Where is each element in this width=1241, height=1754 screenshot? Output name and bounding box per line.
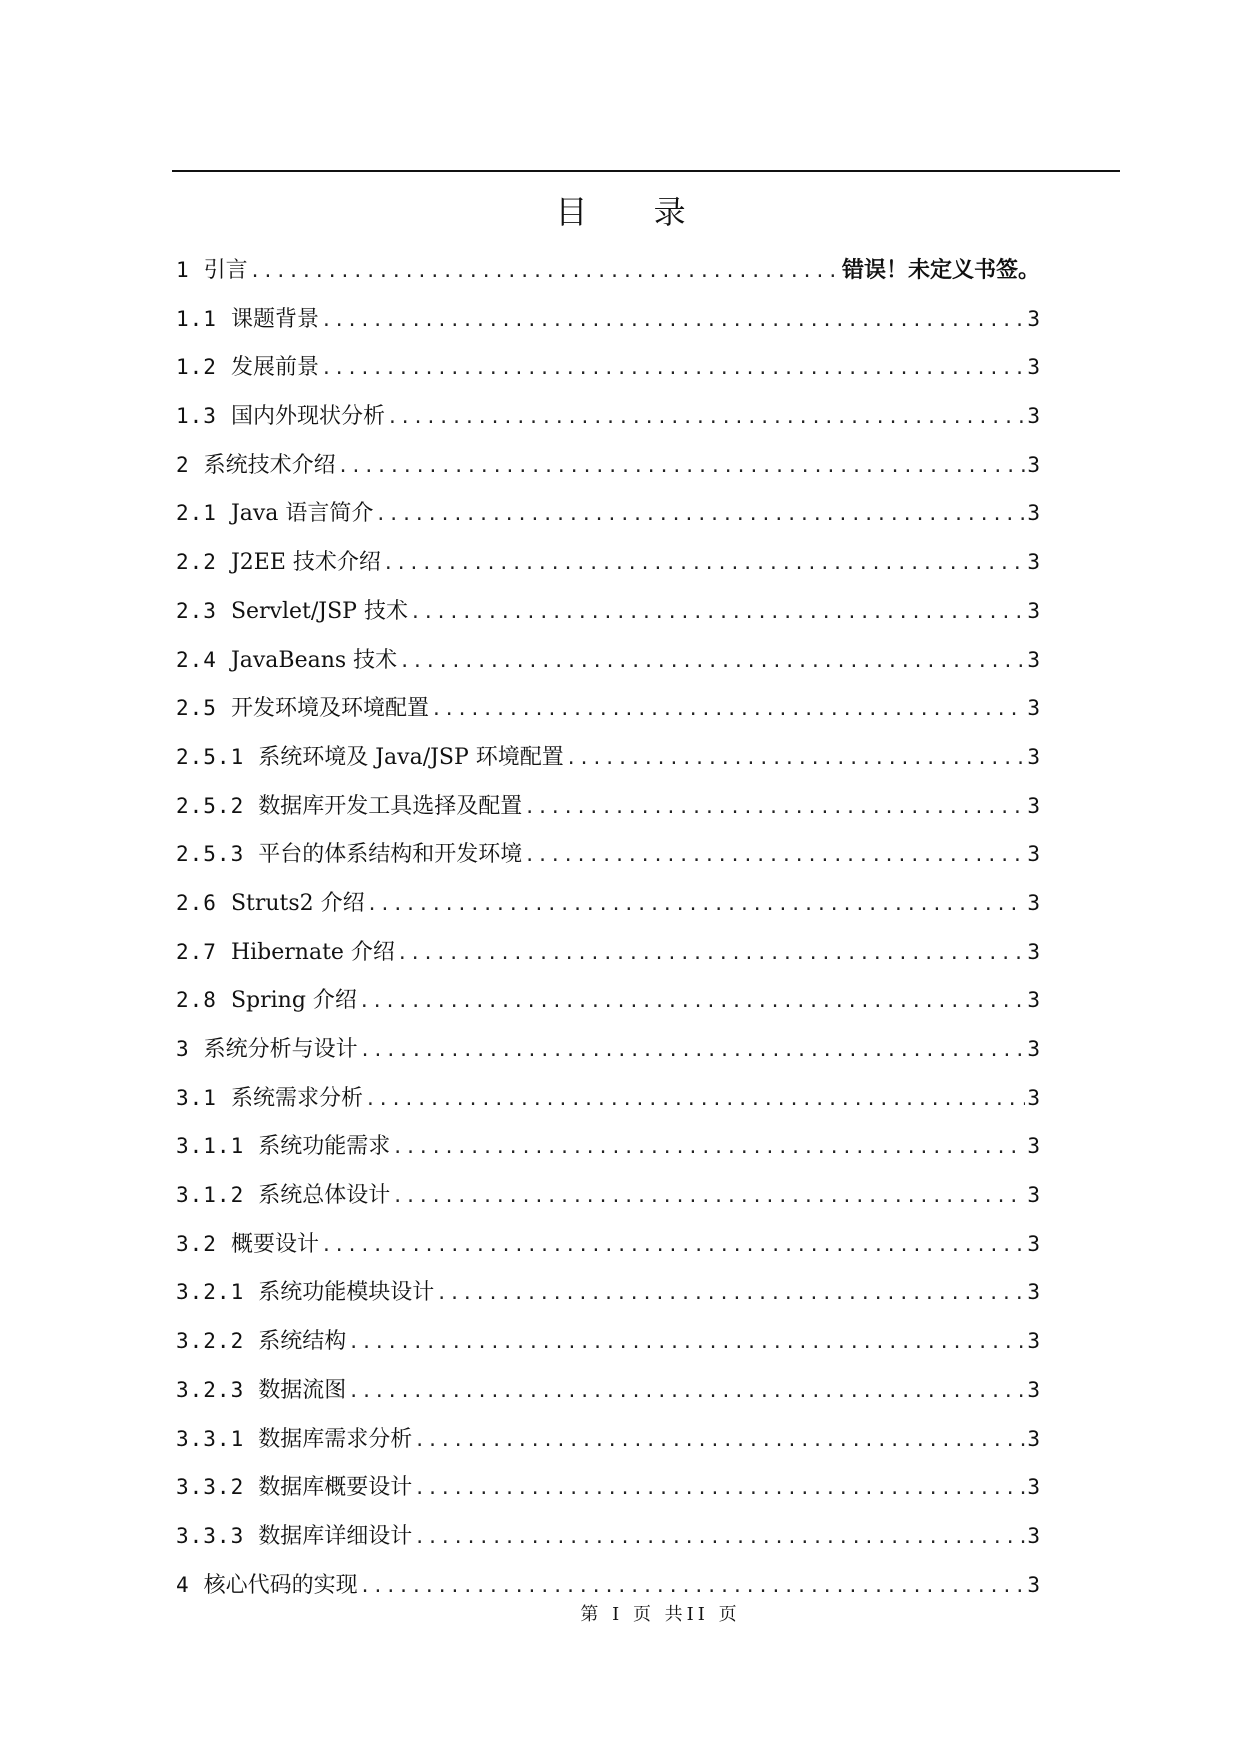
toc-entry-label <box>176 246 248 296</box>
toc-dot-leader <box>348 1368 1025 1417</box>
toc-entry[interactable] <box>176 1220 1040 1269</box>
toc-entry[interactable] <box>176 1512 1040 1561</box>
toc-dot-leader <box>524 784 1025 833</box>
toc-entry-text: 系统分析与设计 <box>203 1037 358 1062</box>
toc-entry-label <box>176 587 408 637</box>
toc-entry-number: 1.2 <box>176 355 217 380</box>
toc-entry-number: 1.1 <box>176 306 217 331</box>
toc-dot-leader <box>410 589 1025 638</box>
toc-entry[interactable] <box>176 392 1040 441</box>
toc-dot-leader <box>321 1222 1025 1271</box>
toc-page-number: 3 <box>1027 1183 1040 1208</box>
toc-entry-number: 3.1 <box>176 1085 217 1110</box>
toc-page-number: 3 <box>1027 647 1040 672</box>
toc-entry-text: Hibernate 介绍 <box>230 939 395 965</box>
toc-entry[interactable] <box>176 1268 1040 1317</box>
toc-entry[interactable] <box>176 587 1040 636</box>
toc-entry-number: 3.3.2 <box>176 1475 245 1500</box>
toc-entry-label <box>176 830 522 880</box>
toc-entry-label <box>176 782 522 832</box>
toc-entry-number: 3.2.1 <box>176 1280 245 1305</box>
toc-entry-number: 2.3 <box>176 598 217 623</box>
toc-entry-label <box>176 636 397 686</box>
toc-entry-number: 2 <box>176 452 190 477</box>
toc-entry-text: 系统功能需求 <box>258 1134 391 1160</box>
toc-entry-label <box>176 733 564 783</box>
toc-page-number: 3 <box>1027 1377 1040 1402</box>
toc-entry-label <box>176 976 357 1026</box>
toc-entry-label <box>176 1074 363 1124</box>
toc-entry-number: 2.5.3 <box>176 842 245 867</box>
toc-entry-label <box>176 538 381 588</box>
toc-dot-leader <box>414 1514 1025 1563</box>
toc-entry-number: 3.3.1 <box>176 1426 245 1451</box>
toc-list <box>176 246 1040 1609</box>
toc-entry-label <box>176 1171 390 1221</box>
toc-entry[interactable] <box>176 830 1040 879</box>
toc-page-number: 3 <box>1027 404 1040 429</box>
toc-page-number: 3 <box>1027 501 1040 526</box>
toc-entry-text: 核心代码的实现 <box>203 1572 358 1598</box>
toc-dot-leader <box>360 1027 1026 1076</box>
toc-entry-number: 2.5.1 <box>176 744 245 769</box>
toc-entry[interactable] <box>176 684 1040 733</box>
toc-entry[interactable] <box>176 782 1040 831</box>
toc-entry[interactable] <box>176 343 1040 392</box>
toc-entry-label <box>176 1463 412 1513</box>
toc-entry-text: J2EE 技术介绍 <box>230 550 381 576</box>
toc-entry-number: 2.8 <box>176 988 217 1013</box>
toc-entry-text: Spring 介绍 <box>230 988 357 1014</box>
toc-entry[interactable] <box>176 976 1040 1025</box>
toc-dot-leader <box>399 638 1025 687</box>
toc-page-number: 3 <box>1027 355 1040 380</box>
toc-entry-text: 平台的体系结构和开发环境 <box>258 842 523 868</box>
toc-entry-label <box>176 1512 412 1562</box>
toc-entry-text: 系统功能模块设计 <box>258 1280 435 1306</box>
toc-entry[interactable] <box>176 441 1040 490</box>
toc-entry-text: 系统总体设计 <box>258 1183 391 1209</box>
toc-dot-leader <box>250 248 840 297</box>
toc-entry-number: 2.2 <box>176 550 217 575</box>
toc-entry[interactable] <box>176 1415 1040 1464</box>
toc-entry-text: 数据库详细设计 <box>258 1523 413 1549</box>
toc-entry-text: 开发环境及环境配置 <box>230 696 429 722</box>
toc-entry[interactable] <box>176 928 1040 977</box>
toc-entry-label <box>176 879 365 929</box>
toc-entry-number: 2.4 <box>176 647 217 672</box>
toc-page-number: 3 <box>1027 890 1040 915</box>
toc-entry-text: 系统环境及 Java/JSP 环境配置 <box>258 744 564 770</box>
toc-entry-label <box>176 392 385 442</box>
toc-entry-label <box>176 1220 319 1270</box>
toc-entry-text: 数据流图 <box>258 1377 347 1403</box>
toc-entry[interactable] <box>176 1463 1040 1512</box>
toc-dot-leader <box>338 443 1026 492</box>
toc-entry[interactable] <box>176 1366 1040 1415</box>
toc-entry-label <box>176 684 429 734</box>
toc-page-number: 3 <box>1027 1523 1040 1548</box>
toc-entry-label <box>176 1268 434 1318</box>
toc-entry-number: 2.5.2 <box>176 793 245 818</box>
toc-page-number: 3 <box>1027 1329 1040 1354</box>
toc-entry[interactable] <box>176 538 1040 587</box>
toc-entry-number: 3.1.1 <box>176 1134 245 1159</box>
toc-entry-label <box>176 1317 346 1367</box>
toc-entry-text: Struts2 介绍 <box>230 890 365 916</box>
toc-entry-number: 3.3.3 <box>176 1523 245 1548</box>
toc-entry-label <box>176 928 395 978</box>
toc-entry-number: 1.3 <box>176 404 217 429</box>
toc-dot-leader <box>321 297 1025 346</box>
toc-entry-number: 2.1 <box>176 501 217 526</box>
toc-entry-label <box>176 295 319 345</box>
toc-entry[interactable] <box>176 733 1040 782</box>
toc-page-number: 3 <box>1027 939 1040 964</box>
toc-page-number: 3 <box>1027 550 1040 575</box>
toc-dot-leader <box>392 1124 1025 1173</box>
toc-entry[interactable] <box>176 1122 1040 1171</box>
toc-entry-number: 2.6 <box>176 890 217 915</box>
toc-entry[interactable] <box>176 1317 1040 1366</box>
toc-title: 目 录 <box>555 193 714 231</box>
toc-entry-text: 系统结构 <box>258 1329 347 1355</box>
toc-entry-label <box>176 441 336 491</box>
toc-entry[interactable] <box>176 879 1040 928</box>
toc-dot-leader <box>436 1270 1025 1319</box>
toc-entry-number: 2.7 <box>176 939 217 964</box>
toc-entry-text: 引言 <box>203 258 248 283</box>
toc-entry-label <box>176 489 373 539</box>
toc-dot-leader <box>392 1173 1025 1222</box>
toc-dot-leader <box>414 1417 1025 1466</box>
toc-entry-text: 数据库概要设计 <box>258 1475 413 1501</box>
toc-entry-number: 3.1.2 <box>176 1183 245 1208</box>
toc-dot-leader <box>383 540 1025 589</box>
toc-entry-label <box>176 1122 390 1172</box>
toc-page-number: 3 <box>1027 842 1040 867</box>
toc-dot-leader <box>431 686 1025 735</box>
toc-entry-label <box>176 343 319 393</box>
toc-entry-label <box>176 1366 346 1416</box>
toc-page-number: 3 <box>1027 1231 1040 1256</box>
toc-entry-number: 4 <box>176 1572 190 1597</box>
toc-dot-leader <box>321 345 1025 394</box>
toc-dot-leader <box>414 1465 1025 1514</box>
toc-entry[interactable] <box>176 636 1040 685</box>
toc-page-number: 3 <box>1027 306 1040 331</box>
toc-entry[interactable] <box>176 1074 1040 1123</box>
toc-entry-text: JavaBeans 技术 <box>230 647 398 673</box>
toc-error-message: 错误！未定义书签。 <box>841 258 1040 283</box>
toc-page-number: 3 <box>1027 598 1040 623</box>
toc-dot-leader <box>397 930 1025 979</box>
toc-entry-text: 系统技术介绍 <box>203 452 336 478</box>
toc-dot-leader <box>348 1319 1025 1368</box>
toc-entry-number: 2.5 <box>176 696 217 721</box>
toc-entry-text: 概要设计 <box>230 1231 319 1257</box>
toc-entry-text: 课题背景 <box>230 306 319 332</box>
toc-page-number: 3 <box>1027 988 1040 1013</box>
toc-page-number: 3 <box>1027 1134 1040 1159</box>
toc-page-number: 3 <box>1027 1280 1040 1305</box>
toc-entry-text: 数据库开发工具选择及配置 <box>258 793 523 819</box>
toc-page-number: 3 <box>1027 452 1040 477</box>
toc-entry[interactable] <box>176 246 1040 295</box>
toc-page-number: 3 <box>1027 696 1040 721</box>
toc-entry-text: Java 语言简介 <box>230 501 374 527</box>
toc-entry-text: Servlet/JSP 技术 <box>230 598 408 624</box>
toc-entry[interactable] <box>176 1025 1040 1074</box>
toc-entry[interactable] <box>176 489 1040 538</box>
toc-dot-leader <box>524 832 1025 881</box>
toc-dot-leader <box>367 881 1026 930</box>
toc-page-number: 3 <box>1027 1037 1040 1061</box>
toc-entry-number: 3.2.3 <box>176 1377 245 1402</box>
toc-entry-text: 数据库需求分析 <box>258 1426 413 1452</box>
toc-dot-leader <box>359 978 1025 1027</box>
toc-entry[interactable] <box>176 295 1040 344</box>
toc-page-number: 3 <box>1027 1085 1040 1110</box>
toc-entry-label <box>176 1025 358 1075</box>
toc-entry-text: 系统需求分析 <box>230 1085 363 1111</box>
toc-dot-leader <box>566 735 1026 784</box>
toc-entry[interactable] <box>176 1171 1040 1220</box>
toc-page-number: 3 <box>1027 1426 1040 1451</box>
toc-dot-leader <box>375 491 1025 540</box>
toc-page-number: 3 <box>1027 1475 1040 1500</box>
toc-entry-number: 3.2.2 <box>176 1329 245 1354</box>
toc-page-number: 3 <box>1027 744 1040 769</box>
header-rule <box>172 170 1120 172</box>
toc-entry-label <box>176 1415 412 1465</box>
toc-entry-number: 3 <box>176 1037 190 1061</box>
toc-entry-text: 发展前景 <box>230 355 319 381</box>
toc-dot-leader <box>387 394 1025 443</box>
toc-page-number: 3 <box>1027 1572 1040 1597</box>
toc-page-number: 3 <box>1027 793 1040 818</box>
toc-entry-text: 国内外现状分析 <box>230 404 385 430</box>
toc-dot-leader <box>365 1076 1025 1125</box>
toc-entry-number: 3.2 <box>176 1231 217 1256</box>
toc-entry-number: 1 <box>176 258 190 282</box>
page-footer: 第 I 页 共II 页 <box>580 1604 741 1625</box>
